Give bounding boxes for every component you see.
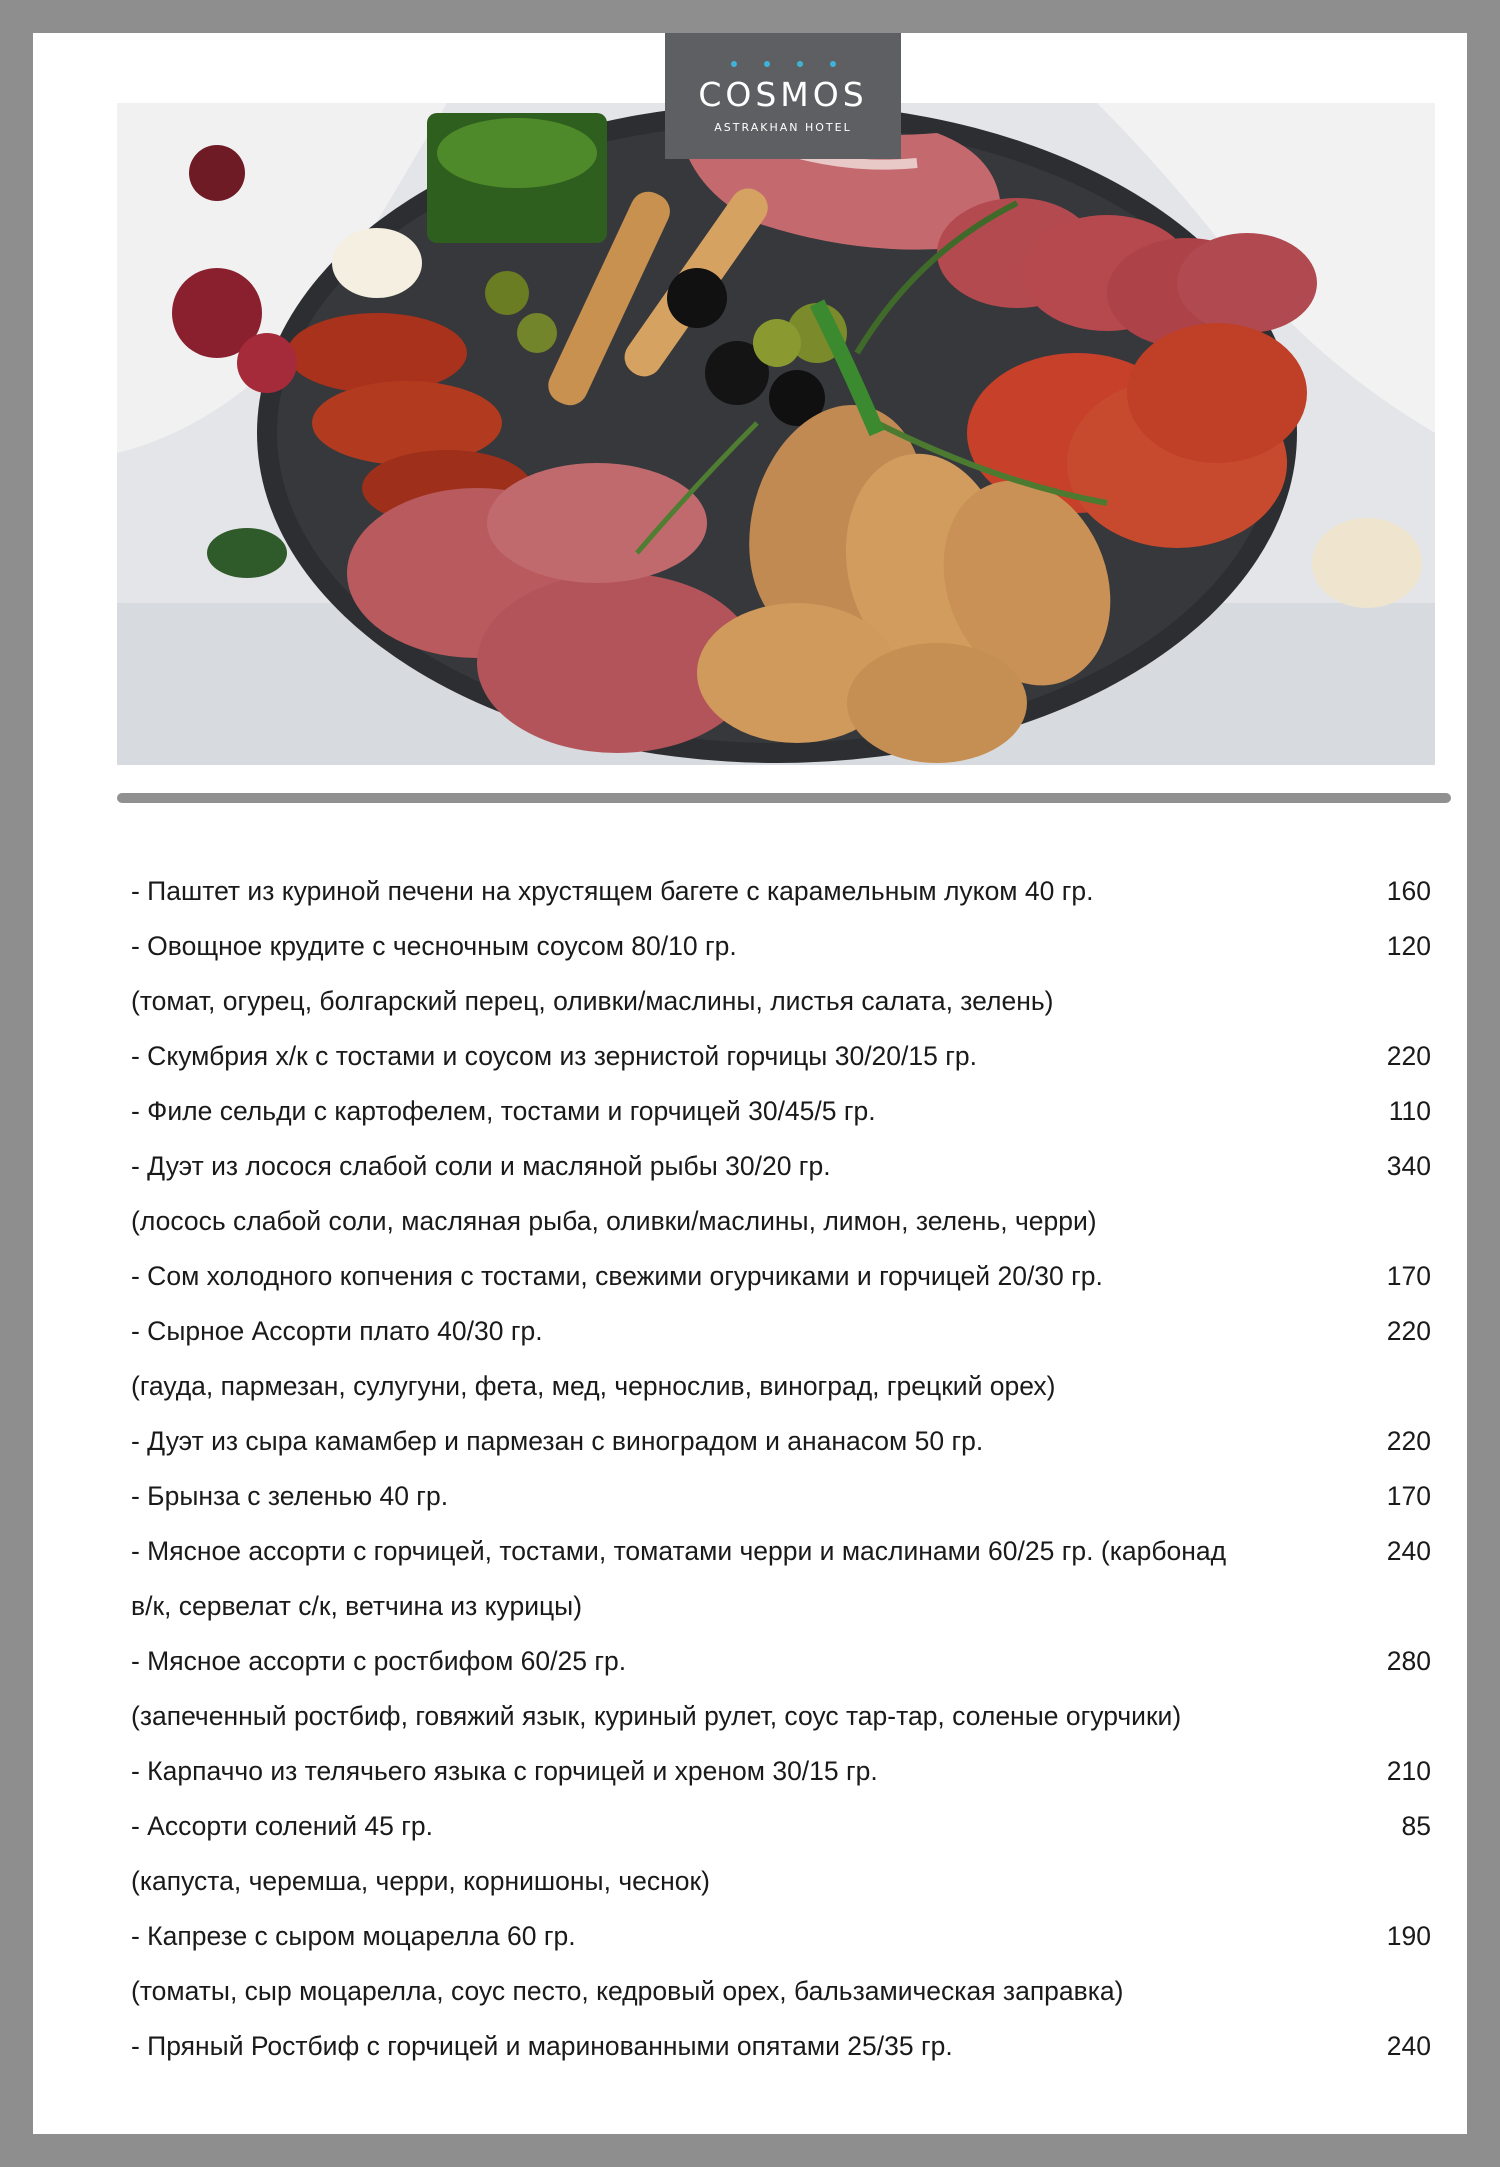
menu-item [131, 2028, 1431, 2083]
logo-name: COSMOS [698, 75, 868, 114]
item-name: (томаты, сыр моцарелла, соус песто, кедровый орех, бальзамическая заправка) [131, 1976, 1124, 2006]
menu-list [131, 873, 1431, 2083]
section-divider [117, 793, 1451, 803]
menu-item [131, 1423, 1431, 1478]
menu-item [131, 1808, 1431, 1863]
menu-item-note [131, 1368, 1431, 1423]
menu-item-note [131, 1203, 1431, 1258]
item-name: - Дуэт из лосося слабой соли и масляной рыбы 30/20 гр. [131, 1151, 831, 1181]
menu-item [131, 1918, 1431, 1973]
item-price: 220 [1386, 1041, 1431, 1071]
item-name: (запеченный ростбиф, говяжий язык, куриный рулет, соус тар-тар, соленые огурчики) [131, 1701, 1182, 1731]
item-name: в/к, сервелат с/к, ветчина из курицы) [131, 1591, 583, 1621]
item-name: - Скумбрия х/к с тостами и соусом из зернистой горчицы 30/20/15 гр. [131, 1041, 977, 1071]
item-name: (лосось слабой соли, масляная рыба, оливки/маслины, лимон, зелень, черри) [131, 1206, 1097, 1236]
item-name: - Мясное ассорти с горчицей, тостами, томатами черри и маслинами 60/25 гр. (карбонад [131, 1536, 1227, 1566]
item-name: - Ассорти солений 45 гр. [131, 1811, 433, 1841]
item-price: 220 [1386, 1426, 1431, 1456]
item-price: 190 [1386, 1921, 1431, 1951]
item-name: (гауда, пармезан, сулугуни, фета, мед, чернослив, виноград, грецкий орех) [131, 1371, 1056, 1401]
item-price: 240 [1386, 1536, 1431, 1566]
logo-subtitle: ASTRAKHAN HOTEL [714, 121, 852, 134]
menu-item [131, 1753, 1431, 1808]
item-name: - Брынза с зеленью 40 гр. [131, 1481, 449, 1511]
item-price: 170 [1386, 1481, 1431, 1511]
item-price: 340 [1386, 1151, 1431, 1181]
menu-item-note [131, 1863, 1431, 1918]
menu-item [131, 1533, 1431, 1588]
menu-item-note [131, 1698, 1431, 1753]
item-price: 110 [1388, 1096, 1431, 1126]
menu-item [131, 1643, 1431, 1698]
item-name: (капуста, черемша, черри, корнишоны, чеснок) [131, 1866, 710, 1896]
item-name: (томат, огурец, болгарский перец, оливки/маслины, листья салата, зелень) [131, 986, 1054, 1016]
item-name: - Мясное ассорти с ростбифом 60/25 гр. [131, 1646, 627, 1676]
item-name: - Пряный Ростбиф с горчицей и маринованными опятами 25/35 гр. [131, 2031, 953, 2061]
item-price: 210 [1386, 1756, 1431, 1786]
menu-item [131, 1148, 1431, 1203]
item-name: - Сом холодного копчения с тостами, свежими огурчиками и горчицей 20/30 гр. [131, 1261, 1103, 1291]
item-name: - Филе сельди с картофелем, тостами и горчицей 30/45/5 гр. [131, 1096, 876, 1126]
menu-item-note [131, 1588, 1431, 1643]
menu-item-note [131, 983, 1431, 1038]
logo-dots [665, 61, 901, 67]
item-price: 170 [1386, 1261, 1431, 1291]
charcuterie-board-icon [117, 103, 1435, 765]
item-price: 220 [1386, 1316, 1431, 1346]
food-photo [117, 103, 1435, 765]
menu-item [131, 1038, 1431, 1093]
item-name: - Сырное Ассорти плато 40/30 гр. [131, 1316, 543, 1346]
menu-item-note [131, 1973, 1431, 2028]
item-name: - Капрезе с сыром моцарелла 60 гр. [131, 1921, 576, 1951]
item-name: - Овощное крудите с чесночным соусом 80/10 гр. [131, 931, 737, 961]
menu-item [131, 873, 1431, 928]
item-price: 160 [1386, 876, 1431, 906]
item-name: - Паштет из куриной печени на хрустящем багете с карамельным луком 40 гр. [131, 876, 1094, 906]
menu-item [131, 1478, 1431, 1533]
item-price: 280 [1386, 1646, 1431, 1676]
item-price: 85 [1401, 1811, 1431, 1841]
menu-item [131, 1313, 1431, 1368]
item-price: 120 [1386, 931, 1431, 961]
item-name: - Дуэт из сыра камамбер и пармезан с виноградом и ананасом 50 гр. [131, 1426, 984, 1456]
item-name: - Карпаччо из телячьего языка с горчицей и хреном 30/15 гр. [131, 1756, 878, 1786]
hotel-logo [665, 33, 901, 159]
menu-item [131, 1093, 1431, 1148]
menu-item [131, 1258, 1431, 1313]
item-price: 240 [1386, 2031, 1431, 2061]
menu-page [33, 33, 1467, 2134]
menu-item [131, 928, 1431, 983]
